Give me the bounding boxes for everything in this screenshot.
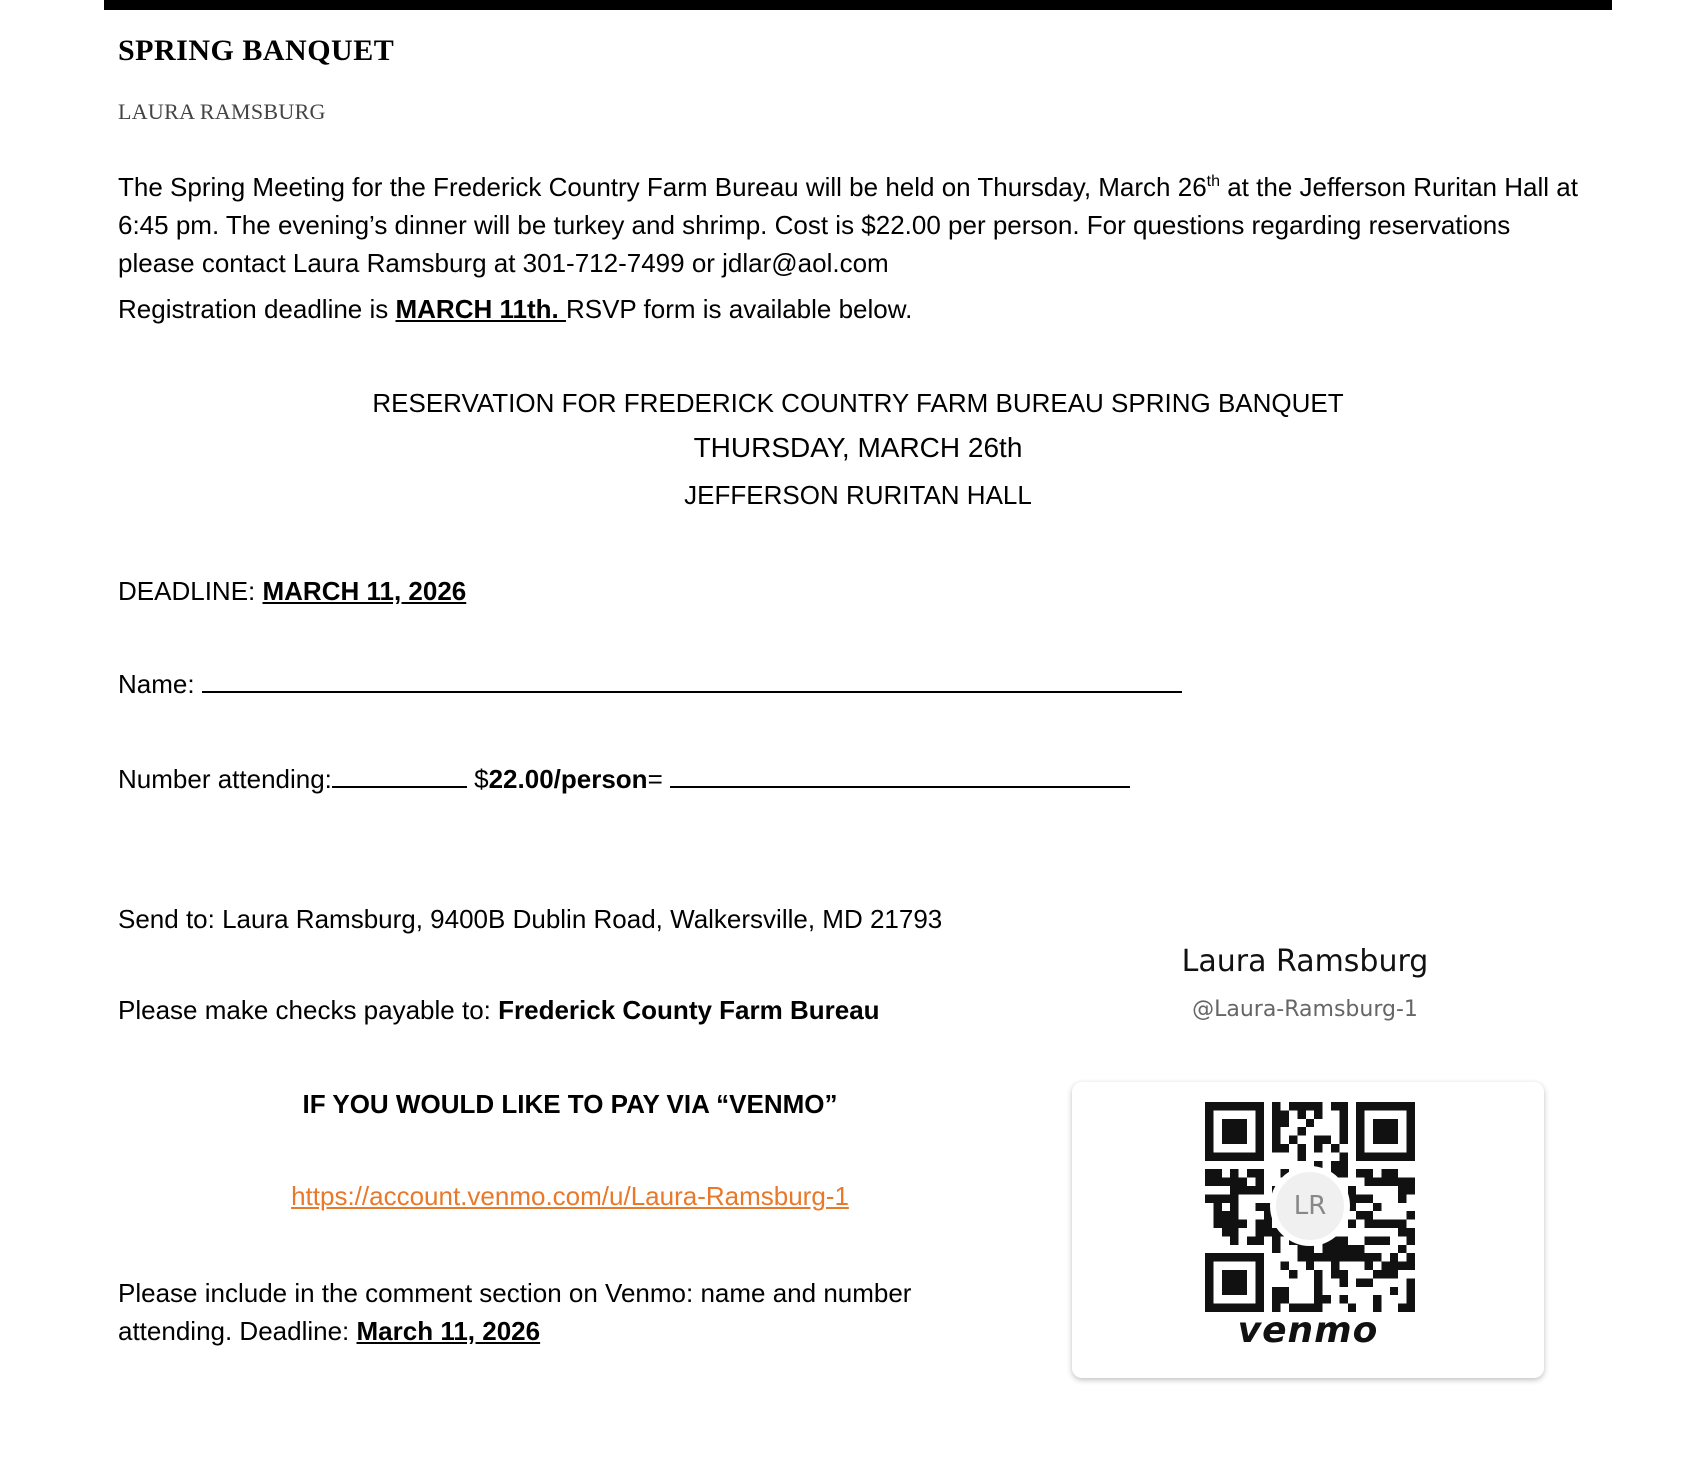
form-deadline xyxy=(118,576,466,607)
intro-paragraph xyxy=(118,168,1588,282)
intro-text-b: at the Jefferson Ruritan Hall at 6:45 pm. The evening’s dinner will be turkey and shrimp. Cost is $22.00 per person. For questions regarding reservations please contact Laura Ramsburg at 301-712-7499 or jdlar@aol.com xyxy=(118,172,1578,278)
intro-superscript: th xyxy=(1206,173,1220,190)
total-amount-blank[interactable] xyxy=(670,764,1130,788)
reservation-place: JEFFERSON RURITAN HALL xyxy=(684,480,1032,510)
venmo-qr-card xyxy=(1072,1082,1544,1378)
number-attending-blank[interactable] xyxy=(332,764,467,788)
registration-deadline-prefix: Registration deadline is xyxy=(118,294,396,324)
intro-text-a: The Spring Meeting for the Frederick Country Farm Bureau will be held on Thursday, March 26 xyxy=(118,172,1207,202)
venmo-handle: @Laura-Ramsburg-1 xyxy=(1192,997,1418,1022)
venmo-link-row xyxy=(0,1181,1140,1212)
number-attending-label: Number attending: xyxy=(118,764,332,794)
reservation-title: RESERVATION FOR FREDERICK COUNTRY FARM BUREAU SPRING BANQUET xyxy=(372,388,1344,418)
name-field-row xyxy=(118,669,1182,700)
form-deadline-label: DEADLINE: xyxy=(118,576,263,606)
checks-payable xyxy=(118,995,880,1026)
checks-payable-prefix: Please make checks payable to: xyxy=(118,995,499,1025)
registration-deadline-date: MARCH 11th. xyxy=(395,294,566,324)
venmo-avatar: LR xyxy=(1270,1166,1350,1246)
name-field-blank[interactable] xyxy=(202,669,1182,693)
price-value: 22.00/person xyxy=(488,764,648,794)
venmo-profile-name: Laura Ramsburg xyxy=(1181,944,1429,979)
registration-deadline xyxy=(118,294,912,325)
top-rule xyxy=(104,0,1612,10)
venmo-logo: venmo xyxy=(1237,1310,1379,1351)
venmo-heading: IF YOU WOULD LIKE TO PAY VIA “VENMO” xyxy=(302,1089,838,1119)
form-deadline-value: MARCH 11, 2026 xyxy=(262,576,467,606)
price-prefix: $ xyxy=(466,764,489,794)
registration-deadline-suffix: RSVP form is available below. xyxy=(565,294,913,324)
send-to-address: Send to: Laura Ramsburg, 9400B Dublin Road, Walkersville, MD 21793 xyxy=(118,904,943,934)
venmo-link[interactable]: https://account.venmo.com/u/Laura-Ramsburg-1 xyxy=(291,1181,849,1211)
checks-payee: Frederick County Farm Bureau xyxy=(498,995,880,1025)
venmo-comment-deadline: March 11, 2026 xyxy=(356,1316,541,1346)
author-name: LAURA RAMSBURG xyxy=(118,99,326,124)
attendance-row xyxy=(118,764,1130,795)
venmo-comment-instructions xyxy=(118,1274,1018,1350)
venmo-comment-text: Please include in the comment section on Venmo: name and number attending. Deadline: xyxy=(118,1278,912,1346)
reservation-date: THURSDAY, MARCH 26th xyxy=(693,432,1023,463)
price-suffix: = xyxy=(647,764,670,794)
name-field-label: Name: xyxy=(118,669,202,699)
page-title: SPRING BANQUET xyxy=(118,34,395,67)
